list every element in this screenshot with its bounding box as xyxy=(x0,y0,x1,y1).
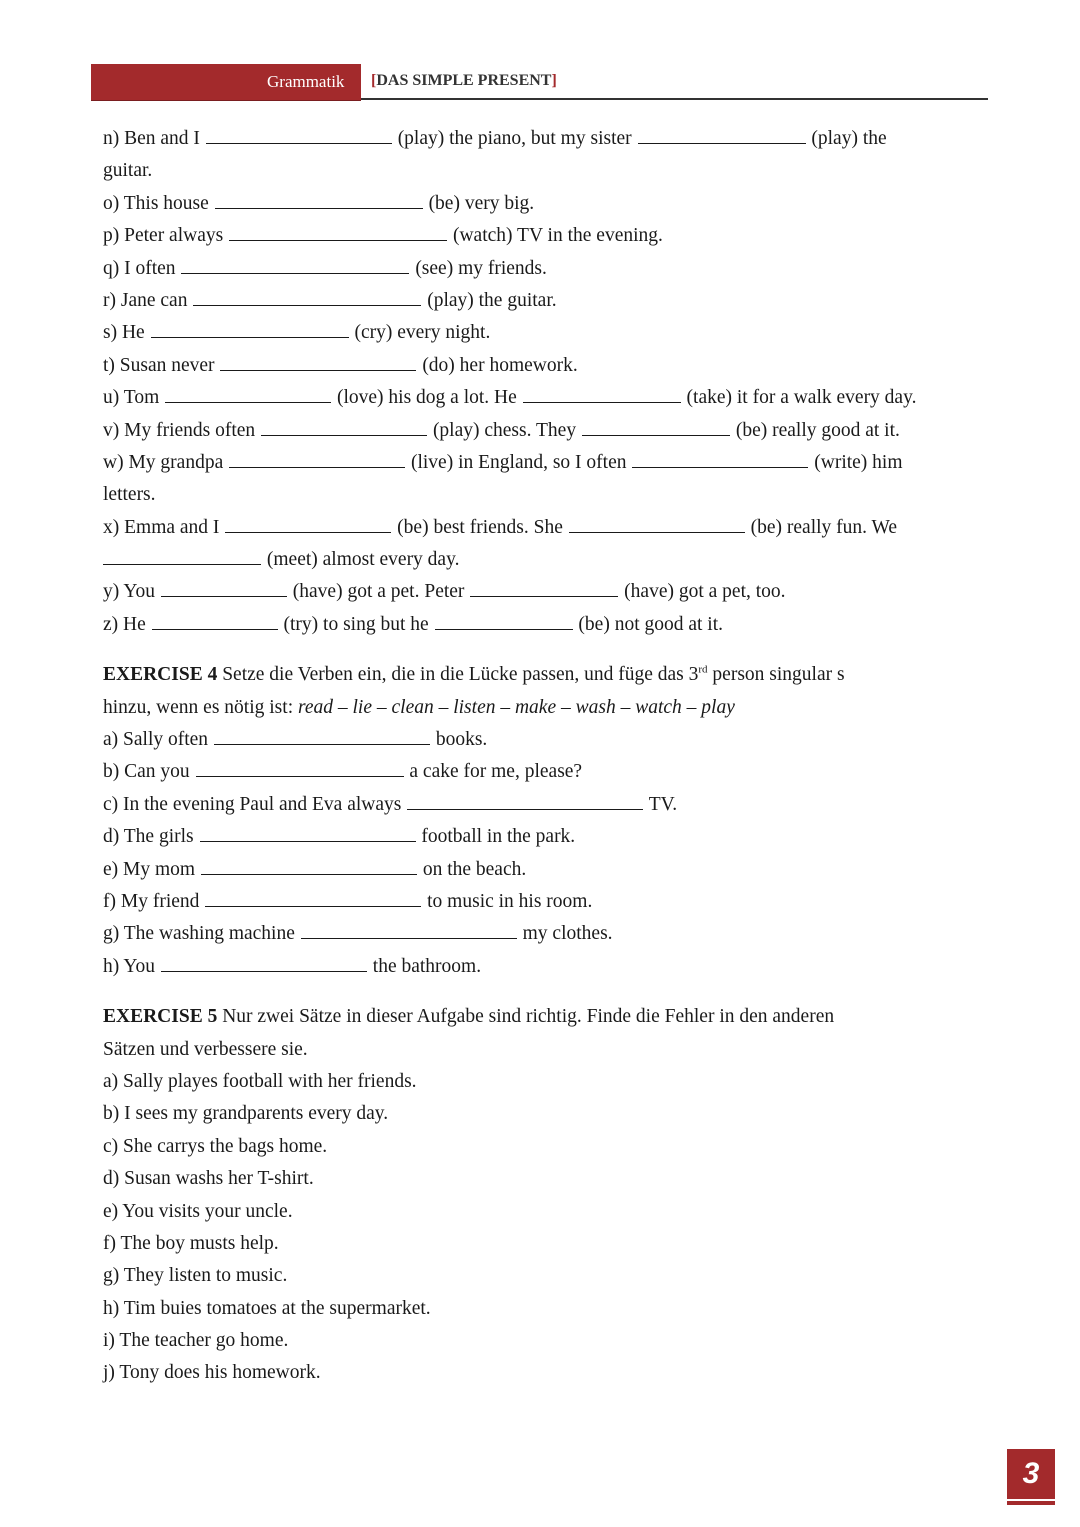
header-bracket-close: ] xyxy=(551,72,557,89)
item-text: (write) him xyxy=(814,451,903,473)
item-text: (try) to sing but he xyxy=(283,613,429,635)
ex5-item: d) Susan washs her T-shirt. xyxy=(103,1168,314,1190)
ex5-instructions-cont xyxy=(103,1034,1003,1066)
header-section: Grammatik xyxy=(267,72,345,91)
ex3-item-r xyxy=(103,285,1003,317)
item-text: z) He xyxy=(103,613,146,635)
item-text: (live) in England, so I often xyxy=(410,451,627,473)
item-text: t) Susan never xyxy=(103,354,215,376)
item-text: TV. xyxy=(648,793,678,815)
answer-blank[interactable] xyxy=(215,188,423,209)
ex4-word-list: read – lie – clean – listen – make – wash – watch – play xyxy=(297,696,735,718)
ex3-item-n-cont xyxy=(103,155,1003,187)
answer-blank[interactable] xyxy=(206,123,392,144)
spacer xyxy=(103,983,1003,1001)
ex3-item-z xyxy=(103,609,1003,641)
answer-blank[interactable] xyxy=(632,447,808,468)
item-text: d) The girls xyxy=(103,826,194,848)
header-bracket-open: [ xyxy=(371,72,377,89)
ex4-instr-text: Setze die Verben ein, die in die Lücke passen, und füge das 3 xyxy=(222,664,699,686)
item-text: e) My mom xyxy=(103,858,196,880)
item-text: (do) her homework. xyxy=(422,354,578,376)
ex5-instructions xyxy=(103,1001,1003,1033)
item-text: (be) not good at it. xyxy=(578,613,724,635)
answer-blank[interactable] xyxy=(152,609,278,630)
ex3-item-v xyxy=(103,415,1003,447)
item-text: (play) the piano, but my sister xyxy=(397,128,632,149)
ex5-item: f) The boy musts help. xyxy=(103,1232,279,1254)
answer-blank[interactable] xyxy=(196,756,404,777)
answer-blank[interactable] xyxy=(470,576,618,597)
item-text: a) Sally often xyxy=(103,729,209,751)
item-text: the bathroom. xyxy=(372,955,482,977)
answer-blank[interactable] xyxy=(435,609,573,630)
ex5-item: b) I sees my grandparents every day. xyxy=(103,1103,389,1125)
answer-blank[interactable] xyxy=(225,512,391,533)
spacer xyxy=(103,641,1003,659)
ex4-instructions xyxy=(103,659,1003,691)
ex5-instr-text: Sätzen und verbessere sie. xyxy=(103,1038,308,1060)
item-text: b) Can you xyxy=(103,761,190,783)
worksheet-body xyxy=(103,123,1003,1390)
ex5-item: j) Tony does his homework. xyxy=(103,1362,321,1384)
answer-blank[interactable] xyxy=(201,854,417,875)
item-text: (cry) every night. xyxy=(354,322,491,344)
item-text: (play) the xyxy=(811,128,887,149)
answer-blank[interactable] xyxy=(301,918,517,939)
item-text: books. xyxy=(435,729,488,751)
item-text: (be) really fun. We xyxy=(750,516,898,538)
item-text: letters. xyxy=(103,484,156,506)
item-text: (see) my friends. xyxy=(415,257,547,279)
item-text: (watch) TV in the evening. xyxy=(452,225,663,247)
ex4-instr-text: hinzu, wenn es nötig ist: xyxy=(103,696,298,718)
ex5-item: a) Sally playes football with her friends. xyxy=(103,1070,417,1092)
answer-blank[interactable] xyxy=(261,415,427,436)
answer-blank[interactable] xyxy=(214,724,430,745)
ex3-item-x-cont xyxy=(103,544,1003,576)
ex3-item-y xyxy=(103,576,1003,608)
answer-blank[interactable] xyxy=(165,382,331,403)
item-text: a cake for me, please? xyxy=(409,761,583,783)
ex3-item-s xyxy=(103,317,1003,349)
ex5-item: e) You visits your uncle. xyxy=(103,1200,293,1222)
item-text: r) Jane can xyxy=(103,289,188,311)
item-text: to music in his room. xyxy=(427,890,593,912)
header-title-text: DAS SIMPLE PRESENT xyxy=(376,72,552,89)
item-text: h) You xyxy=(103,955,156,977)
ex5-item: i) The teacher go home. xyxy=(103,1330,289,1352)
item-text: q) I often xyxy=(103,257,176,279)
ex5-item: c) She carrys the bags home. xyxy=(103,1135,328,1157)
ex3-item-x xyxy=(103,512,1003,544)
item-text: football in the park. xyxy=(421,826,576,848)
ex3-item-t xyxy=(103,350,1003,382)
page-number: 3 xyxy=(1022,1457,1040,1490)
ex4-item-c xyxy=(103,789,1003,821)
item-text: on the beach. xyxy=(422,858,527,880)
ex4-item-g xyxy=(103,918,1003,950)
item-text: my clothes. xyxy=(522,923,613,945)
item-text: guitar. xyxy=(103,160,153,182)
answer-blank[interactable] xyxy=(220,350,416,371)
item-text: u) Tom xyxy=(103,387,160,409)
item-text: (be) very big. xyxy=(428,192,535,214)
page-number-rule xyxy=(1007,1501,1055,1505)
ex4-item-h xyxy=(103,951,1003,983)
item-text: (have) got a pet, too. xyxy=(624,581,786,603)
answer-blank[interactable] xyxy=(151,317,349,338)
ex4-instructions-cont xyxy=(103,692,1003,724)
item-text: w) My grandpa xyxy=(103,451,224,473)
item-text: x) Emma and I xyxy=(103,516,220,538)
answer-blank[interactable] xyxy=(193,285,421,306)
item-text: p) Peter always xyxy=(103,225,224,247)
ex4-instr-sup: rd xyxy=(698,663,708,676)
item-text: (have) got a pet. Peter xyxy=(292,581,465,603)
answer-blank[interactable] xyxy=(205,886,421,907)
item-text: (be) best friends. She xyxy=(397,516,563,538)
ex4-label: EXERCISE 4 xyxy=(103,664,218,686)
answer-blank[interactable] xyxy=(229,220,447,241)
item-text: s) He xyxy=(103,322,145,344)
ex3-item-u xyxy=(103,382,1003,414)
ex4-item-e xyxy=(103,854,1003,886)
ex5-instr-text: Nur zwei Sätze in dieser Aufgabe sind richtig. Finde die Fehler in den anderen xyxy=(222,1006,835,1028)
item-text: (take) it for a walk every day. xyxy=(686,387,917,409)
ex3-item-p xyxy=(103,220,1003,252)
item-text: v) My friends often xyxy=(103,419,256,441)
header-title xyxy=(371,72,557,90)
answer-blank[interactable] xyxy=(200,821,416,842)
item-text: (meet) almost every day. xyxy=(266,549,460,571)
item-text: c) In the evening Paul and Eva always xyxy=(103,793,402,815)
answer-blank[interactable] xyxy=(638,123,806,144)
ex5-item: h) Tim buies tomatoes at the supermarket. xyxy=(103,1297,431,1319)
answer-blank[interactable] xyxy=(161,951,367,972)
item-text: y) You xyxy=(103,581,156,603)
item-text: g) The washing machine xyxy=(103,923,295,945)
answer-blank[interactable] xyxy=(103,544,261,565)
item-text: (play) the guitar. xyxy=(427,289,557,311)
answer-blank[interactable] xyxy=(569,512,745,533)
item-text: o) This house xyxy=(103,192,209,214)
answer-blank[interactable] xyxy=(161,576,287,597)
answer-blank[interactable] xyxy=(229,447,405,468)
ex3-item-o xyxy=(103,188,1003,220)
answer-blank[interactable] xyxy=(181,253,409,274)
item-text: (play) chess. They xyxy=(432,419,577,441)
item-text: n) Ben and I xyxy=(103,128,200,149)
ex4-item-a xyxy=(103,724,1003,756)
ex5-item: g) They listen to music. xyxy=(103,1265,288,1287)
item-text: f) My friend xyxy=(103,890,200,912)
answer-blank[interactable] xyxy=(523,382,681,403)
item-text: (love) his dog a lot. He xyxy=(336,387,517,409)
ex3-item-w xyxy=(103,447,1003,479)
item-text: (be) really good at it. xyxy=(735,419,900,441)
ex4-item-d xyxy=(103,821,1003,853)
ex4-item-f xyxy=(103,886,1003,918)
ex3-item-n xyxy=(103,123,1003,155)
ex5-label: EXERCISE 5 xyxy=(103,1006,218,1028)
ex3-item-q xyxy=(103,253,1003,285)
answer-blank[interactable] xyxy=(582,415,730,436)
answer-blank[interactable] xyxy=(407,789,643,810)
ex4-instr-text: person singular s xyxy=(707,664,845,686)
header-rule xyxy=(361,98,988,100)
ex3-item-w-cont xyxy=(103,479,1003,511)
ex4-item-b xyxy=(103,756,1003,788)
